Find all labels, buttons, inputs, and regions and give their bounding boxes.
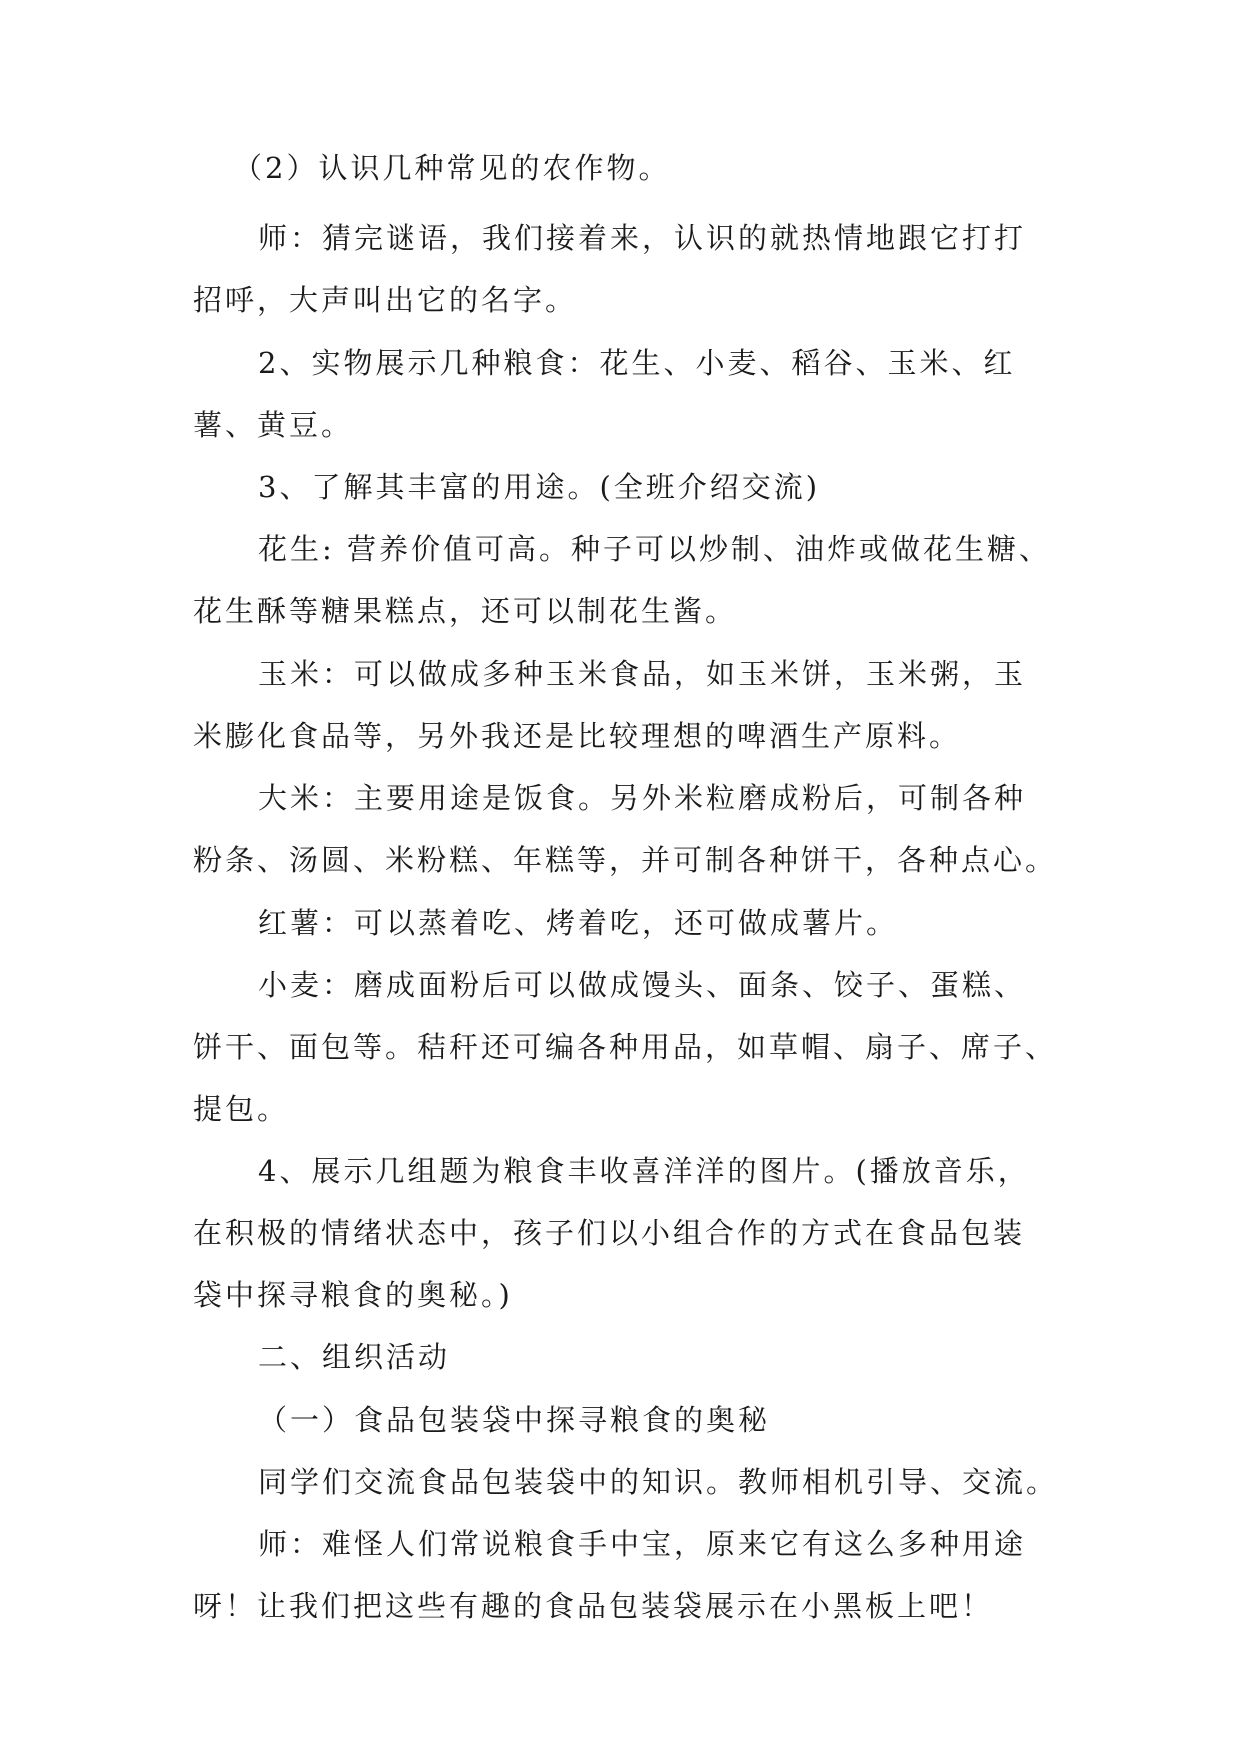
- text-line: 2、实物展示几种粮食：花生、小麦、稻谷、玉米、红: [258, 346, 1016, 380]
- text-line: 呀！让我们把这些有趣的食品包装袋展示在小黑板上吧！: [193, 1589, 994, 1623]
- text-line: 师：猜完谜语，我们接着来，认识的就热情地跟它打打: [258, 221, 1027, 255]
- text-line: 同学们交流食品包装袋中的知识。教师相机引导、交流。: [258, 1465, 1059, 1499]
- text-line: 饼干、面包等。秸秆还可编各种用品，如草帽、扇子、席子、: [193, 1030, 1058, 1064]
- text-line: 米膨化食品等，另外我还是比较理想的啤酒生产原料。: [193, 719, 962, 753]
- text-line: 招呼，大声叫出它的名字。: [193, 283, 578, 317]
- text-line: 提包。: [193, 1092, 290, 1126]
- text-line: 3、了解其丰富的用途。(全班介绍交流): [258, 470, 821, 504]
- text-line: 二、组织活动: [258, 1340, 451, 1374]
- text-line: 红薯：可以蒸着吃、烤着吃，还可做成薯片。: [258, 906, 899, 940]
- text-line: 袋中探寻粮食的奥秘。): [193, 1278, 513, 1312]
- text-line: 玉米：可以做成多种玉米食品，如玉米饼，玉米粥，玉: [258, 657, 1027, 691]
- text-line: 小麦：磨成面粉后可以做成馒头、面条、饺子、蛋糕、: [258, 968, 1027, 1002]
- text-line: 花生酥等糖果糕点，还可以制花生酱。: [193, 594, 738, 628]
- text-line: （一）食品包装袋中探寻粮食的奥秘: [258, 1403, 771, 1437]
- text-line: 4、展示几组题为粮食丰收喜洋洋的图片。(播放音乐，: [258, 1154, 1030, 1188]
- text-line: 大米：主要用途是饭食。另外米粒磨成粉后，可制各种: [258, 781, 1027, 815]
- text-line: 师：难怪人们常说粮食手中宝，原来它有这么多种用途: [258, 1527, 1027, 1561]
- text-line: 粉条、汤圆、米粉糕、年糕等，并可制各种饼干，各种点心。: [193, 843, 1058, 877]
- text-line: 薯、黄豆。: [193, 408, 354, 442]
- text-line: （2）认识几种常见的农作物。: [233, 151, 671, 185]
- text-line: 在积极的情绪状态中，孩子们以小组合作的方式在食品包装: [193, 1216, 1026, 1250]
- text-line: 花生: 营养价值可高。种子可以炒制、油炸或做花生糖、: [258, 532, 1051, 566]
